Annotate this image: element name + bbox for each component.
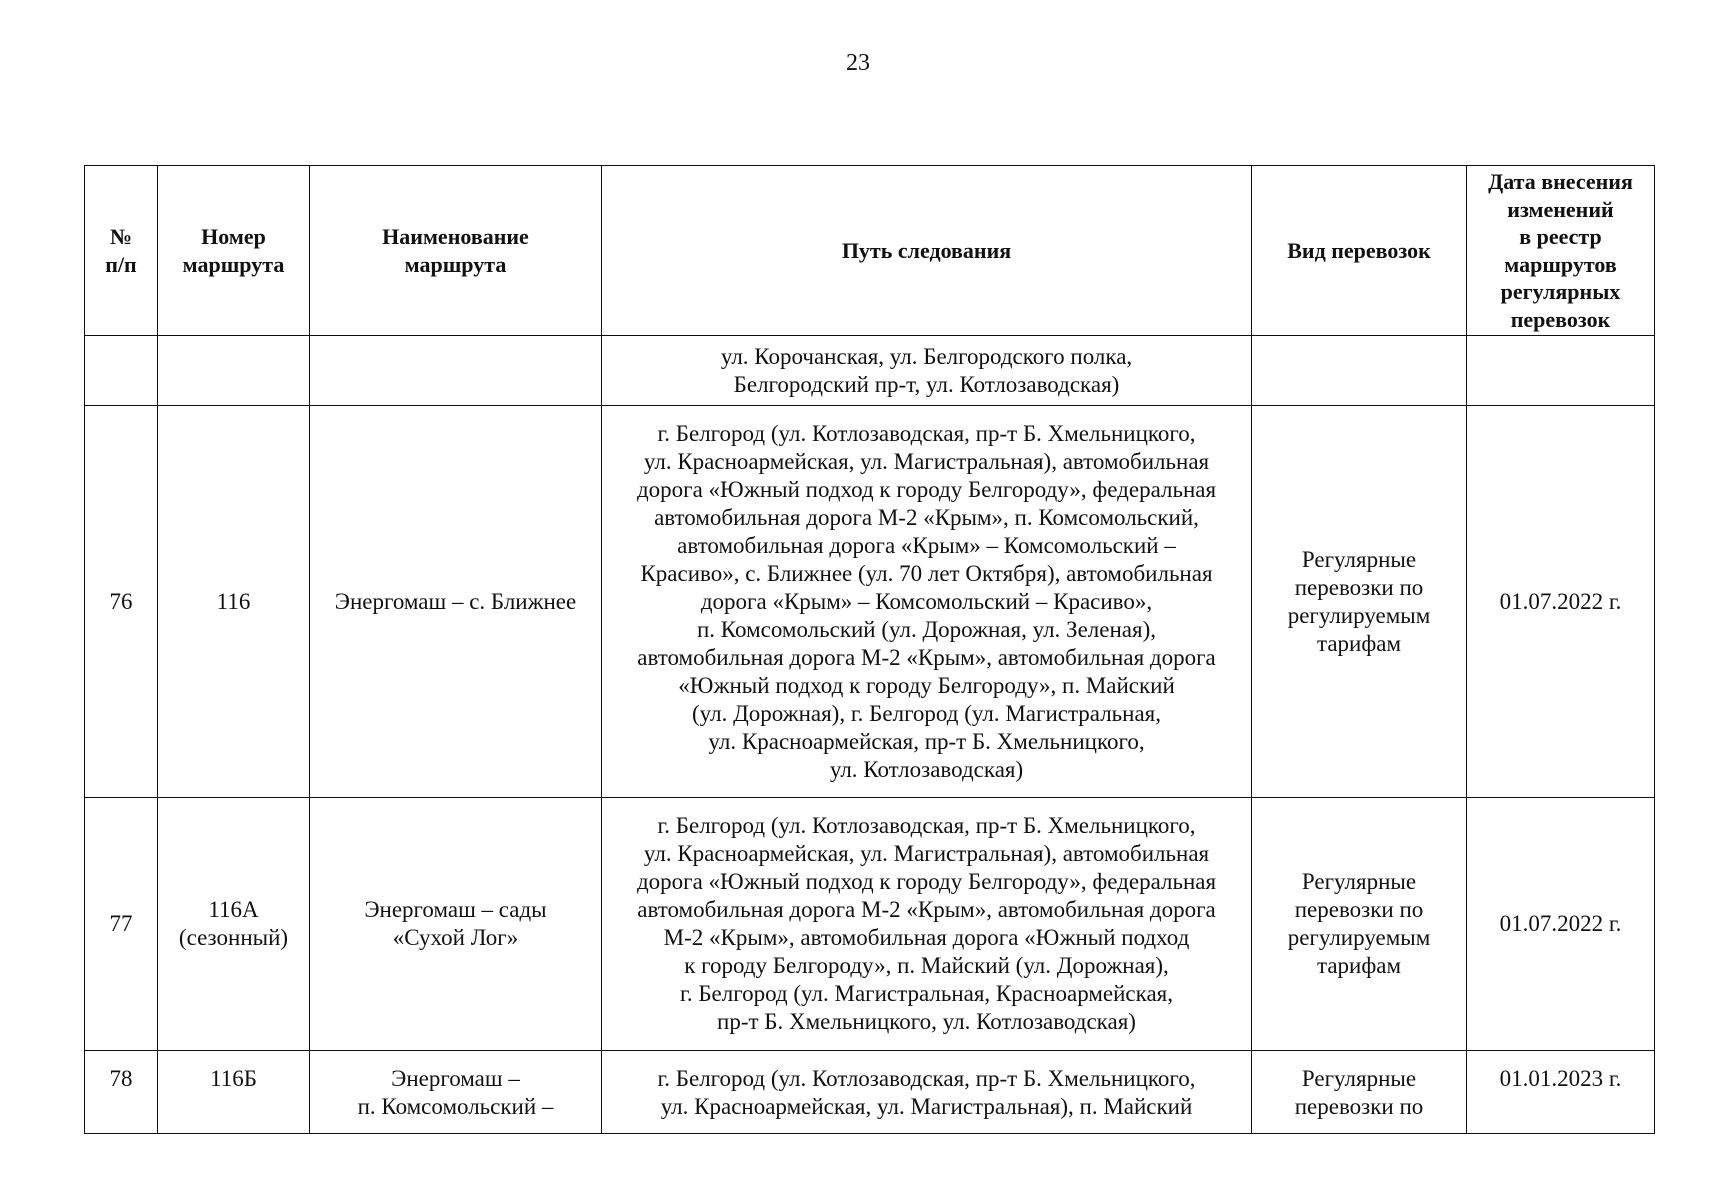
- cell-path-text: г. Белгород (ул. Котлозаводская, пр-т Б. Хмельницкого, ул. Красноармейская, ул. Магистральная), автомобильная дорога «Южный подход к городу Белгороду», федеральная автомобильная дорога М-2 «Крым», автомобильная дорога М-2 «Крым», автомобильная дорога «Южный подход к городу Белгороду», п. Майский (ул. Дорожная), г. Белгород (ул. Магистральная, Красноармейская, пр-т Б. Хмельницкого, ул. Котлозаводская): [636, 813, 1217, 1034]
- header-route-number-label: Номер маршрута: [182, 224, 285, 277]
- cell-change-date: [1467, 406, 1655, 798]
- cell-transport-type-text: Регулярные перевозки по регулируемым тарифам: [1287, 546, 1431, 656]
- page-number: 23: [846, 50, 870, 76]
- cell-route-number: [158, 798, 310, 1051]
- header-change-date-label: Дата внесения изменений в реестр маршрутов регулярных перевозок: [1488, 169, 1633, 332]
- header-change-date: [1467, 166, 1655, 336]
- cell-path: [602, 406, 1252, 798]
- cell-change-date-text: 01.07.2022 г.: [1499, 588, 1622, 614]
- cell-change-date: [1467, 1051, 1655, 1134]
- header-route-number: [158, 166, 310, 336]
- header-num-label: № п/п: [105, 224, 137, 277]
- cell-num-text: 78: [109, 1066, 133, 1091]
- table-row-continuation: [85, 336, 1655, 406]
- cell-num-text: 76: [109, 588, 133, 614]
- cell-route-number-text: 116А (сезонный): [178, 897, 289, 950]
- cell-transport-type: [1252, 1051, 1467, 1134]
- cell-route-number-text: 116: [216, 588, 251, 614]
- cell-transport-type: [1252, 406, 1467, 798]
- cell-route-name: [310, 406, 602, 798]
- table-row: [85, 406, 1655, 798]
- cell-route-name-text: Энергомаш – сады «Сухой Лог»: [364, 897, 547, 950]
- table-row: [85, 1051, 1655, 1134]
- cell-change-date-text: 01.07.2022 г.: [1499, 911, 1622, 936]
- cell-transport-type: [1252, 336, 1467, 406]
- cell-num: [85, 798, 158, 1051]
- cell-route-name-text: Энергомаш – с. Ближнее: [334, 588, 577, 614]
- header-path-label: Путь следования: [841, 237, 1012, 263]
- header-path: [602, 166, 1252, 336]
- cell-path: [602, 798, 1252, 1051]
- cell-route-number: [158, 406, 310, 798]
- table-row: [85, 798, 1655, 1051]
- routes-table: [84, 165, 1655, 1134]
- cell-route-name-text: Энергомаш – п. Комсомольский –: [357, 1066, 554, 1119]
- cell-route-number: [158, 336, 310, 406]
- cell-route-name: [310, 336, 602, 406]
- header-transport-type: [1252, 166, 1467, 336]
- header-route-name-label: Наименование маршрута: [382, 224, 529, 277]
- cell-route-name: [310, 798, 602, 1051]
- cell-route-number-text: 116Б: [210, 1066, 257, 1091]
- cell-path-text: г. Белгород (ул. Котлозаводская, пр-т Б. Хмельницкого, ул. Красноармейская, ул. Магистральная), автомобильная дорога «Южный подход к городу Белгороду», федеральная автомобильная дорога М-2 «Крым», п. Комсомольский, автомобильная дорога «Крым» – Комсомольский – Красиво», с. Ближнее (ул. 70 лет Октября), автомобильная дорога «Крым» – Комсомольский – Красиво», п. Комсомольский (ул. Дорожная, ул. Зеленая), автомобильная дорога М-2 «Крым», автомобильная дорога «Южный подход к городу Белгороду», п. Майский (ул. Дорожная), г. Белгород (ул. Магистральная, ул. Красноармейская, пр-т Б. Хмельницкого, ул. Котлозаводская): [636, 420, 1217, 782]
- header-num: [85, 166, 158, 336]
- cell-transport-type-text: Регулярные перевозки по: [1294, 1066, 1424, 1119]
- header-route-name: [310, 166, 602, 336]
- cell-num: [85, 336, 158, 406]
- cell-path: [602, 1051, 1252, 1134]
- header-transport-type-label: Вид перевозок: [1287, 237, 1431, 263]
- cell-change-date-text: 01.01.2023 г.: [1499, 1066, 1622, 1091]
- cell-route-number: [158, 1051, 310, 1134]
- cell-num-text: 77: [109, 911, 133, 936]
- cell-change-date: [1467, 336, 1655, 406]
- cell-num: [85, 406, 158, 798]
- cell-path: [602, 336, 1252, 406]
- cell-transport-type-text: Регулярные перевозки по регулируемым тарифам: [1287, 869, 1431, 978]
- cell-path-text: ул. Корочанская, ул. Белгородского полка, Белгородский пр-т, ул. Котлозаводская): [720, 343, 1133, 397]
- cell-route-name: [310, 1051, 602, 1134]
- cell-num: [85, 1051, 158, 1134]
- cell-path-text: г. Белгород (ул. Котлозаводская, пр-т Б. Хмельницкого, ул. Красноармейская, ул. Магистральная), п. Майский: [657, 1066, 1196, 1119]
- cell-change-date: [1467, 798, 1655, 1051]
- cell-transport-type: [1252, 798, 1467, 1051]
- table-header-row: [85, 166, 1655, 336]
